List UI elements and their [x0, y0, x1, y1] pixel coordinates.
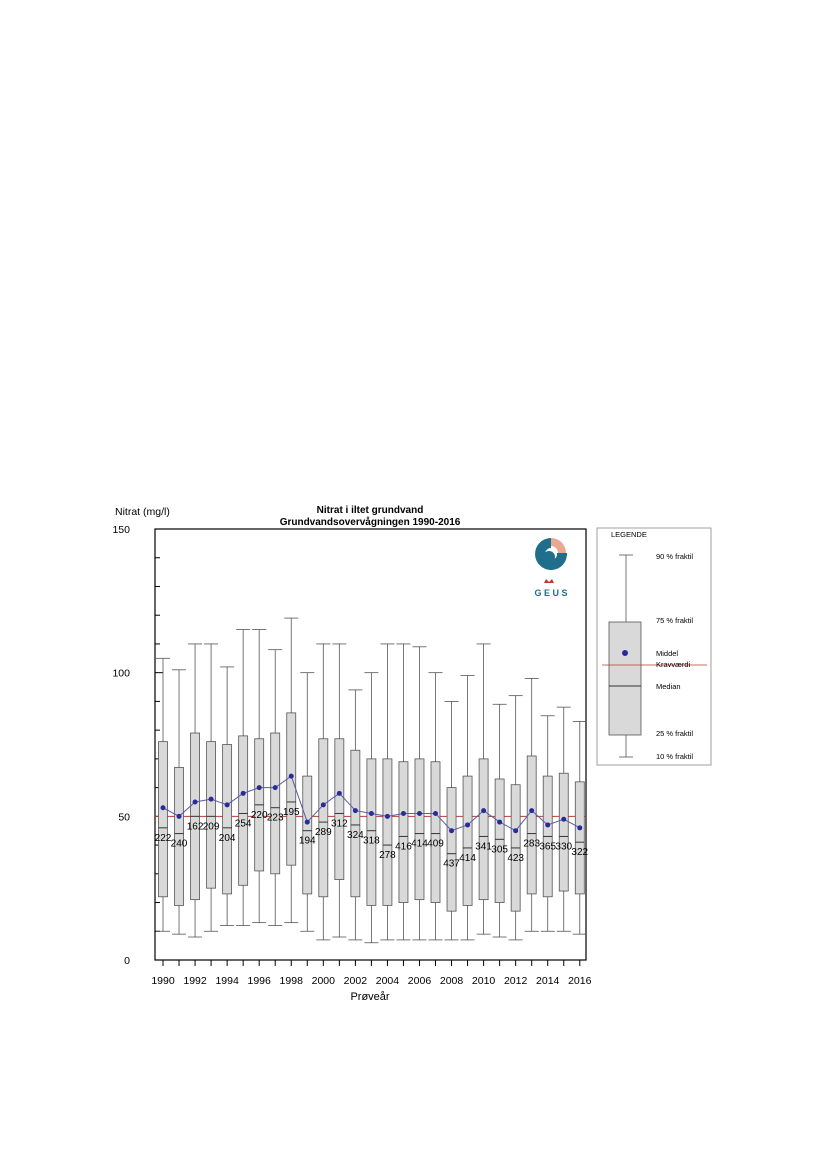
- mean-point: [465, 822, 470, 827]
- box-iqr: [239, 736, 248, 885]
- legend-label-mean: Middel: [656, 649, 679, 658]
- x-tick-label: 2014: [536, 975, 560, 987]
- legend-label-limit: Kravværdi: [656, 660, 691, 669]
- sample-count-label: 318: [363, 835, 380, 847]
- box-iqr: [495, 779, 504, 903]
- mean-point: [241, 791, 246, 796]
- logo-center-dot: [543, 551, 555, 563]
- x-tick-label: 2006: [407, 975, 432, 987]
- box-iqr: [431, 762, 440, 903]
- box-iqr: [479, 759, 488, 900]
- sample-count-label: 222: [154, 832, 172, 844]
- sample-count-label: 312: [330, 818, 348, 830]
- mean-point: [193, 799, 198, 804]
- box-iqr: [527, 756, 536, 894]
- sample-count-label: 416: [395, 841, 412, 853]
- mean-point: [497, 820, 502, 825]
- x-tick-label: 2002: [343, 975, 368, 987]
- mean-point: [161, 805, 166, 810]
- sample-count-label: 324: [347, 829, 364, 841]
- y-tick-label: 50: [118, 811, 130, 824]
- sample-count-label: 365: [539, 841, 557, 853]
- sample-count-label: 414: [411, 838, 428, 850]
- mean-point: [273, 785, 278, 790]
- x-tick-label: 2016: [568, 975, 592, 987]
- sample-count-label: 254: [234, 818, 252, 830]
- x-tick-label: 2004: [375, 975, 400, 987]
- x-tick-label: 1990: [151, 975, 175, 987]
- crown-icon: [544, 579, 554, 583]
- x-tick-label: 1998: [279, 975, 303, 987]
- box-iqr: [159, 742, 168, 897]
- legend-label-p75: 75 % fraktil: [656, 616, 694, 625]
- legend-title: LEGENDE: [611, 530, 647, 539]
- sample-count-label: 414: [459, 852, 476, 864]
- box-iqr: [367, 759, 376, 906]
- sample-count-label: 220: [250, 809, 268, 821]
- logo-text: G E U S: [534, 588, 568, 598]
- mean-point: [433, 811, 438, 816]
- box-iqr: [287, 713, 296, 865]
- x-tick-label: 2010: [471, 975, 496, 987]
- legend-label-median: Median: [656, 682, 681, 691]
- mean-point: [369, 811, 374, 816]
- box-iqr: [207, 742, 216, 889]
- sample-count-label: 341: [475, 841, 492, 853]
- mean-point: [417, 811, 422, 816]
- x-tick-label: 1992: [183, 975, 207, 987]
- legend: [597, 528, 711, 765]
- legend-box: [609, 622, 641, 735]
- x-tick-label: 2012: [503, 975, 528, 987]
- mean-point: [545, 822, 550, 827]
- sample-count-label: 289: [314, 827, 332, 839]
- y-tick-label: 100: [112, 667, 130, 680]
- legend-label-p10: 10 % fraktil: [656, 752, 694, 761]
- box-iqr: [319, 739, 328, 897]
- mean-point: [529, 808, 534, 813]
- x-tick-label: 2008: [439, 975, 464, 987]
- mean-point: [305, 820, 310, 825]
- x-tick-label: 1994: [215, 975, 239, 987]
- mean-point: [561, 817, 566, 822]
- sample-count-label: 423: [507, 852, 525, 864]
- sample-count-label: 204: [218, 832, 236, 844]
- sample-count-label: 223: [266, 812, 284, 824]
- box-iqr: [559, 773, 568, 891]
- mean-point: [513, 828, 518, 833]
- sample-count-label: 330: [555, 841, 573, 853]
- mean-point: [257, 785, 262, 790]
- mean-point: [385, 814, 390, 819]
- box-iqr: [335, 739, 344, 880]
- y-axis-label: Nitrat (mg/l): [115, 506, 170, 518]
- mean-point: [337, 791, 342, 796]
- x-axis-label: Prøveår: [350, 991, 390, 1003]
- sample-count-label: 240: [170, 838, 188, 850]
- mean-point: [177, 814, 182, 819]
- mean-point: [353, 808, 358, 813]
- legend-mean-dot: [622, 650, 628, 656]
- sample-count-label: 209: [202, 821, 220, 833]
- sample-count-label: 194: [298, 835, 316, 847]
- chart-title: Nitrat i iltet grundvand: [316, 505, 424, 516]
- sample-count-label: 409: [427, 838, 444, 850]
- y-tick-label: 0: [124, 955, 130, 967]
- box-iqr: [447, 788, 456, 912]
- box-iqr: [415, 759, 424, 900]
- x-tick-label: 2000: [311, 975, 335, 987]
- chart-subtitle: Grundvandsovervågningen 1990-2016: [279, 517, 461, 528]
- sample-count-label: 278: [379, 850, 396, 862]
- legend-label-p90: 90 % fraktil: [656, 552, 694, 561]
- mean-point: [481, 808, 486, 813]
- geus-logo: [534, 538, 567, 598]
- sample-count-label: 437: [443, 858, 460, 870]
- box-iqr: [463, 776, 472, 905]
- box-iqr: [175, 767, 184, 905]
- mean-point: [289, 774, 294, 779]
- mean-point: [401, 811, 406, 816]
- logo-quarter-shape: [551, 538, 566, 553]
- box-iqr: [223, 745, 232, 894]
- mean-point: [209, 797, 214, 802]
- box-iqr: [575, 782, 584, 894]
- mean-point: [225, 802, 230, 807]
- box-iqr: [351, 750, 360, 897]
- x-tick-label: 1996: [247, 975, 271, 987]
- mean-point: [449, 828, 454, 833]
- chart-marks: [112, 524, 591, 987]
- legend-label-p25: 25 % fraktil: [656, 729, 694, 738]
- sample-count-label: 305: [491, 844, 508, 856]
- sample-count-label: 283: [523, 838, 541, 850]
- box-iqr: [271, 733, 280, 874]
- sample-count-label: 162: [186, 821, 204, 833]
- box-iqr: [399, 762, 408, 903]
- y-tick-label: 150: [112, 524, 130, 536]
- box-iqr: [383, 759, 392, 906]
- mean-point: [321, 802, 326, 807]
- sample-count-label: 195: [282, 806, 300, 818]
- sample-count-label: 322: [571, 847, 589, 859]
- mean-point: [577, 825, 582, 830]
